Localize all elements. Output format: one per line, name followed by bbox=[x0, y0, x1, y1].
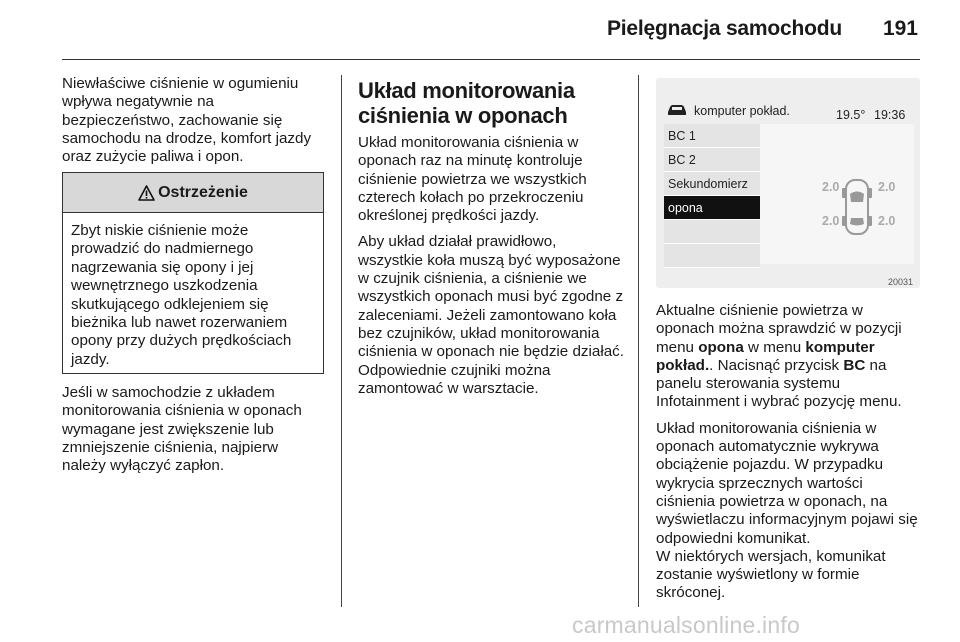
column-1-bottom bbox=[62, 384, 324, 475]
infotainment-screen bbox=[656, 78, 920, 288]
system-paragraph-2: Aby układ działał prawidłowo, wszystkie koła muszą być wyposażone w czujnik ciśnienia, a ciśnienie we wszystkich oponach musi być zgodne z zaleceniami. Jeżeli zamontowano koła bez czujników, układ monitorowania ciśnienia w oponach nie będzie działać. Odpowiednie czujniki można zamontować w warsztacie. bbox=[358, 233, 624, 397]
page-title: Pielęgnacja samochodu bbox=[606, 17, 842, 40]
tyre-pressure-panel bbox=[760, 124, 914, 264]
menu-item-tyres[interactable]: opona bbox=[664, 196, 760, 220]
tyre-rear-right-value: 2.0 bbox=[878, 214, 896, 228]
auto-detect-paragraph: Układ monitorowania ciśnienia w oponach automatycznie wykrywa obciążenie pojazdu. W przypadku wykrycia sprzecznych wartości ciśnienia powietrza w oponach, na wyświetlaczu informacyjnym pojawi się odpowiedni komunikat. bbox=[656, 419, 918, 547]
car-icon bbox=[666, 103, 688, 117]
menu-name-trip-computer: komputer pokład. bbox=[656, 338, 875, 374]
text-run: . Nacisnąć przycisk bbox=[709, 356, 844, 374]
warning-title: Ostrzeżenie bbox=[158, 183, 248, 201]
page-number: 191 bbox=[882, 17, 918, 40]
warning-box bbox=[62, 172, 324, 374]
warning-triangle-icon bbox=[138, 185, 155, 201]
tyre-front-right-value: 2.0 bbox=[878, 180, 896, 194]
intro-paragraph: Niewłaściwe ciśnienie w ogumieniu wpływa negatywnie na bezpieczeństwo, zachowanie się samochodu na drodze, komfort jazdy oraz zużycie paliwa i opon. bbox=[62, 75, 312, 166]
warning-text: Zbyt niskie ciśnienie może prowadzić do nadmiernego nagrzewania się opony i jej wewnętrznego uszkodzenia skutkującego odklejeniem się bieżnika lub nawet rozerwaniem opony przy dużych prędkościach jazdy. bbox=[71, 222, 292, 368]
screen-temperature: 19.5° bbox=[836, 108, 866, 122]
column-2 bbox=[358, 78, 624, 406]
screen-menu bbox=[664, 124, 760, 268]
screen-time: 19:36 bbox=[874, 108, 906, 122]
page-header bbox=[62, 0, 920, 60]
column-divider-2 bbox=[638, 75, 639, 607]
column-1 bbox=[62, 75, 324, 166]
menu-item-empty bbox=[664, 244, 760, 268]
warning-header bbox=[63, 173, 323, 213]
car-top-view-icon bbox=[842, 178, 872, 236]
text-run: Aktualne ciśnienie powietrza w oponach można sprawdzić w pozycji menu bbox=[656, 302, 902, 356]
system-paragraph-1: Układ monitorowania ciśnienia w oponach raz na minutę kontroluje ciśnienie powietrza we wszystkich czterech kołach po przekroczeniu określonej prędkości jazdy. bbox=[358, 134, 587, 225]
column-3 bbox=[656, 302, 922, 611]
check-pressure-paragraph bbox=[656, 302, 922, 412]
watermark: carmanualsonline.info bbox=[572, 612, 800, 638]
column-divider-1 bbox=[341, 75, 342, 607]
button-name-bc: BC bbox=[843, 356, 866, 374]
text-run: na panelu sterowania systemu Infotainment i wybrać pozycję menu. bbox=[656, 356, 902, 411]
menu-name-tyres: opona bbox=[698, 338, 744, 356]
text-run: w menu bbox=[743, 338, 806, 356]
figure-code: 20031 bbox=[888, 277, 914, 287]
short-message-paragraph: W niektórych wersjach, komunikat zostanie wyświetlony w formie skróconej. bbox=[656, 547, 886, 602]
menu-item-bc1[interactable]: BC 1 bbox=[664, 124, 760, 148]
tyre-rear-left-value: 2.0 bbox=[822, 214, 840, 228]
ignition-paragraph: Jeśli w samochodzie z układem monitorowania ciśnienia w oponach wymagane jest zwiększenie lub zmniejszenie ciśnienia, najpierw należy wyłączyć zapłon. bbox=[62, 384, 302, 475]
tyre-front-left-value: 2.0 bbox=[822, 180, 840, 194]
menu-item-empty bbox=[664, 220, 760, 244]
screen-title: komputer pokład. bbox=[694, 104, 790, 118]
section-title: Układ monitorowania ciśnienia w oponach bbox=[358, 78, 575, 128]
menu-item-stopwatch[interactable]: Sekundomierz bbox=[664, 172, 760, 196]
menu-item-bc2[interactable]: BC 2 bbox=[664, 148, 760, 172]
